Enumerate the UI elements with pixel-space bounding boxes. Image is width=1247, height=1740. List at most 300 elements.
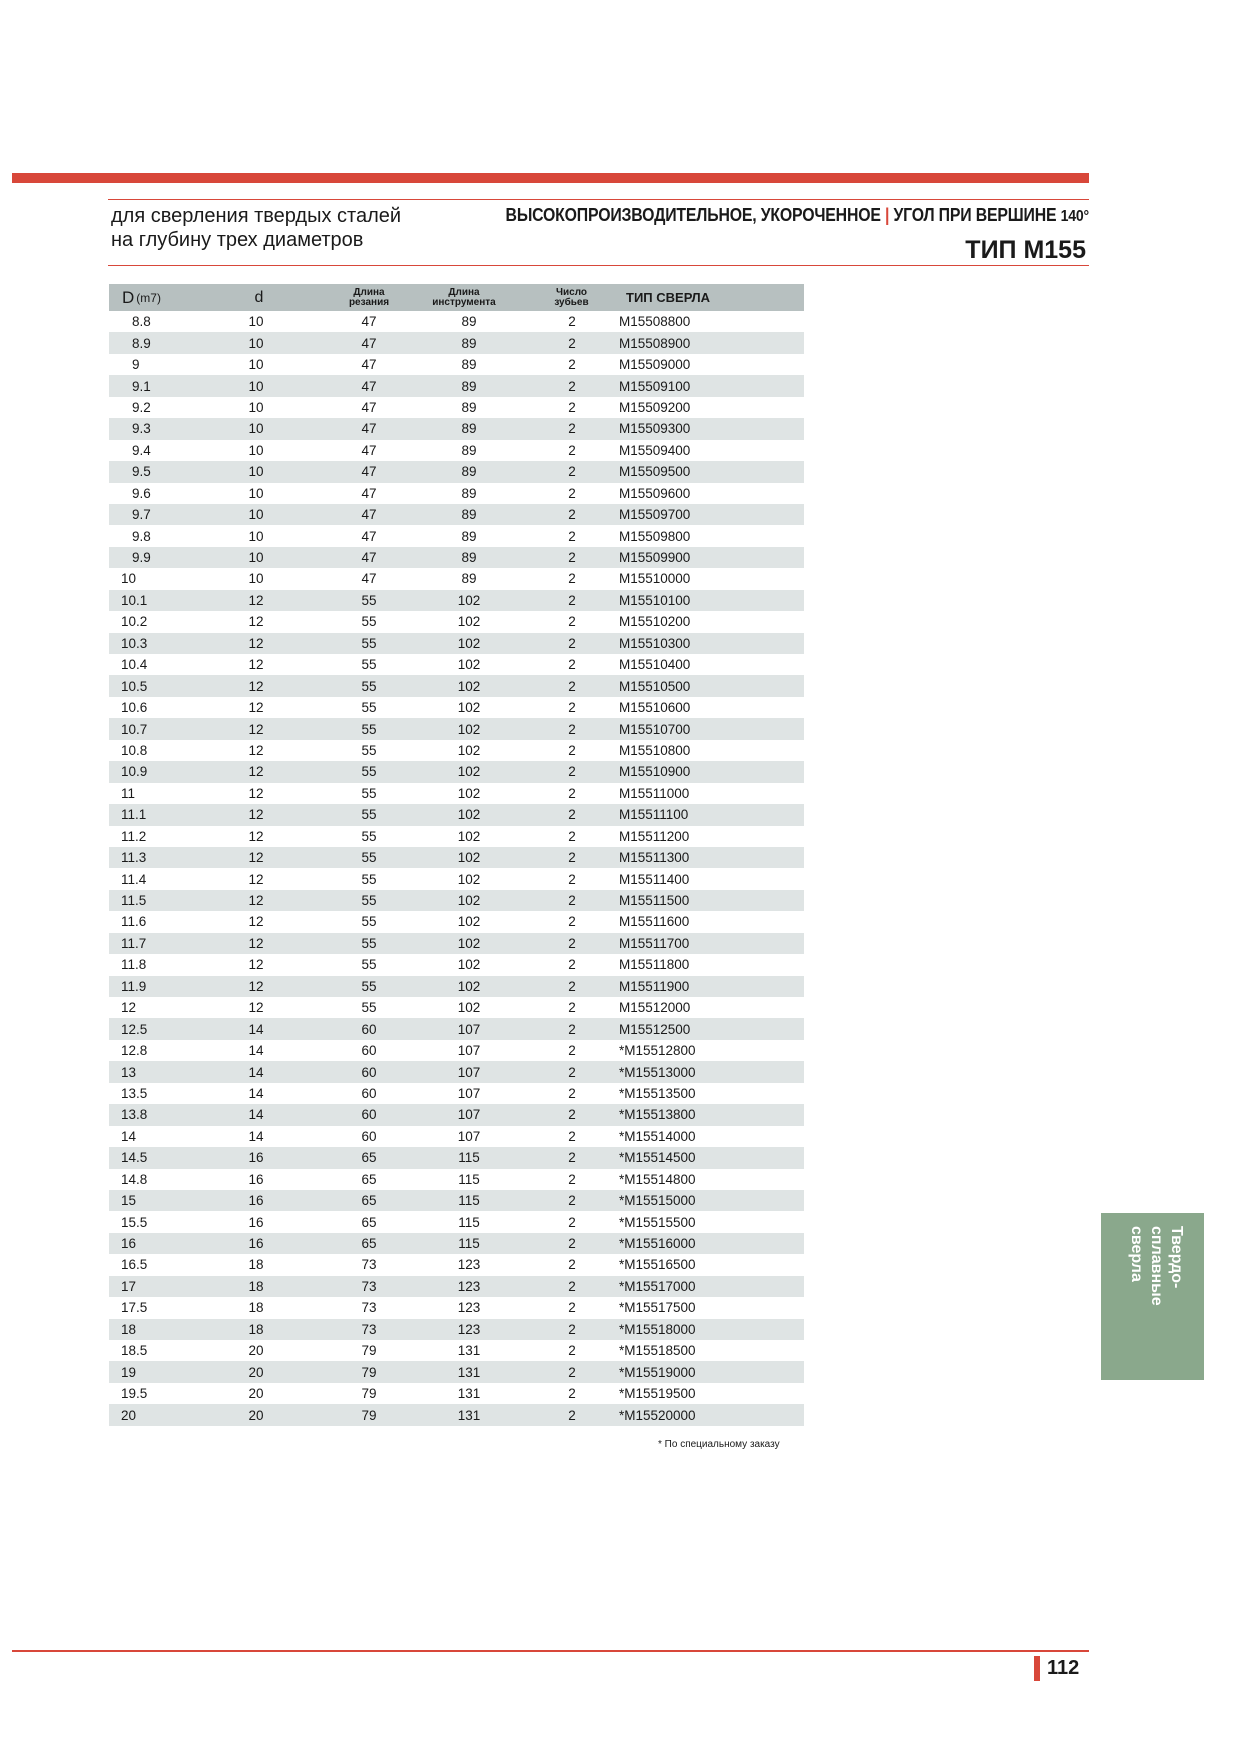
cell-shank-text: 10	[248, 399, 264, 415]
cell-teeth-text: 2	[568, 1407, 576, 1423]
table-row	[109, 783, 804, 804]
cell-drill-type	[619, 568, 749, 589]
cell-drill-type-text: M15509500	[619, 464, 691, 480]
cell-shank	[236, 826, 276, 847]
cell-shank-text: 12	[248, 871, 264, 887]
cell-tool-length-text: 107	[457, 1085, 481, 1101]
cell-cut-length-text: 55	[361, 850, 377, 866]
cell-shank	[236, 1233, 276, 1254]
cell-teeth-text: 2	[568, 678, 576, 694]
cell-drill-type	[619, 354, 749, 375]
cell-diameter	[121, 654, 181, 675]
cell-teeth	[552, 1361, 592, 1382]
table-row	[109, 1061, 804, 1082]
cell-tool-length-text: 89	[461, 528, 477, 544]
cell-teeth	[552, 1061, 592, 1082]
cell-cut-length	[329, 1018, 409, 1039]
cell-tool-length-text: 107	[457, 1043, 481, 1059]
cell-drill-type	[619, 890, 749, 911]
cell-tool-length-text: 102	[457, 635, 481, 651]
cell-teeth	[552, 397, 592, 418]
table-row	[109, 1018, 804, 1039]
cell-cut-length-text: 55	[361, 592, 377, 608]
cell-diameter-text: 16	[121, 1236, 137, 1252]
cell-shank-text: 10	[248, 528, 264, 544]
cell-diameter-text: 19	[121, 1364, 137, 1380]
cell-teeth-text: 2	[568, 357, 576, 373]
cell-tool-length	[429, 418, 509, 439]
cell-teeth	[552, 654, 592, 675]
cell-shank-text: 10	[248, 314, 264, 330]
cell-cut-length-text: 60	[361, 1107, 377, 1123]
table-row	[109, 890, 804, 911]
table-row	[109, 590, 804, 611]
cell-diameter	[121, 697, 181, 718]
cell-shank	[236, 375, 276, 396]
cell-cut-length	[329, 911, 409, 932]
cell-cut-length-text: 55	[361, 957, 377, 973]
cell-teeth	[552, 1233, 592, 1254]
cell-shank-text: 10	[248, 571, 264, 587]
footer-rule	[12, 1650, 1089, 1652]
cell-tool-length-text: 102	[457, 614, 481, 630]
cell-diameter	[121, 568, 181, 589]
cell-diameter-text: 9.4	[132, 442, 151, 458]
cell-drill-type-text: M15509000	[619, 357, 691, 373]
cell-cut-length	[329, 354, 409, 375]
cell-drill-type-text: M15511000	[619, 785, 690, 801]
header-D-label: D	[122, 287, 135, 307]
cell-cut-length-text: 47	[361, 399, 377, 415]
cell-drill-type	[619, 1233, 749, 1254]
cell-tool-length	[429, 633, 509, 654]
cell-shank	[236, 354, 276, 375]
cell-shank	[236, 1104, 276, 1125]
cell-shank	[236, 1040, 276, 1061]
cell-diameter	[132, 440, 192, 461]
cell-diameter-text: 14.5	[121, 1150, 148, 1166]
table-row	[109, 1040, 804, 1061]
cell-drill-type-text: M15508900	[619, 335, 691, 351]
cell-diameter-text: 10.8	[121, 742, 148, 758]
cell-drill-type-text: M15511700	[619, 935, 690, 951]
cell-cut-length-text: 60	[361, 1085, 377, 1101]
cell-tool-length	[429, 611, 509, 632]
side-tab-line-3: сверла	[1128, 1226, 1145, 1282]
cell-cut-length	[329, 804, 409, 825]
cell-tool-length	[429, 568, 509, 589]
cell-shank	[236, 332, 276, 353]
cell-cut-length-text: 47	[361, 507, 377, 523]
cell-drill-type	[619, 1190, 749, 1211]
header-teeth-line-1: Число	[555, 286, 588, 298]
cell-cut-length	[329, 504, 409, 525]
header-rule	[108, 199, 1089, 200]
cell-teeth	[552, 890, 592, 911]
cell-shank	[236, 761, 276, 782]
header-teeth	[539, 284, 604, 311]
cell-cut-length-text: 79	[361, 1343, 377, 1359]
cell-tool-length-text: 89	[461, 335, 477, 351]
cell-teeth-text: 2	[568, 742, 576, 758]
cell-teeth-text: 2	[568, 1000, 576, 1016]
table-row	[109, 654, 804, 675]
cell-shank	[236, 997, 276, 1018]
cell-drill-type	[619, 461, 749, 482]
cell-tool-length-text: 107	[457, 1107, 481, 1123]
cell-cut-length	[329, 590, 409, 611]
cell-teeth-text: 2	[568, 1043, 576, 1059]
cell-diameter-text: 11.6	[121, 914, 147, 930]
cell-drill-type-text: M15510800	[619, 742, 691, 758]
cell-diameter	[121, 1190, 181, 1211]
cell-shank-text: 12	[248, 742, 264, 758]
cell-drill-type	[619, 1040, 749, 1061]
table-row	[109, 1147, 804, 1168]
cell-shank	[236, 804, 276, 825]
cell-tool-length-text: 102	[457, 807, 481, 823]
cell-tool-length	[429, 1276, 509, 1297]
cell-cut-length-text: 55	[361, 807, 377, 823]
cell-diameter	[121, 1018, 181, 1039]
cell-drill-type-text: M15509900	[619, 550, 691, 566]
cell-drill-type-text: *M15517000	[619, 1278, 696, 1294]
cell-cut-length	[329, 1083, 409, 1104]
cell-diameter	[132, 397, 192, 418]
cell-cut-length-text: 55	[361, 1000, 377, 1016]
header-D-sub: (m7)	[136, 290, 161, 305]
cell-cut-length	[329, 997, 409, 1018]
cell-shank	[236, 418, 276, 439]
cell-teeth	[552, 1404, 592, 1425]
cell-cut-length	[329, 1254, 409, 1275]
top-accent-bar	[12, 173, 1089, 183]
table-row	[109, 1276, 804, 1297]
table-row	[109, 911, 804, 932]
cell-diameter	[121, 590, 181, 611]
cell-diameter-text: 18.5	[121, 1343, 148, 1359]
table-row	[109, 1233, 804, 1254]
cell-teeth	[552, 375, 592, 396]
cell-cut-length	[329, 311, 409, 332]
cell-teeth	[552, 568, 592, 589]
cell-tool-length	[429, 1404, 509, 1425]
cell-drill-type	[619, 976, 749, 997]
cell-tool-length-text: 115	[458, 1171, 480, 1187]
cell-drill-type-text: M15510500	[619, 678, 691, 694]
cell-teeth-text: 2	[568, 507, 576, 523]
cell-cut-length	[329, 375, 409, 396]
cell-teeth-text: 2	[568, 1064, 576, 1080]
cell-tool-length-text: 89	[461, 571, 477, 587]
table-row	[109, 397, 804, 418]
cell-teeth-text: 2	[568, 721, 576, 737]
cell-teeth-text: 2	[568, 528, 576, 544]
cell-diameter-text: 11.9	[121, 978, 147, 994]
cell-shank-text: 10	[248, 421, 264, 437]
cell-cut-length	[329, 611, 409, 632]
cell-shank-text: 14	[248, 1128, 264, 1144]
cell-diameter-text: 9.3	[132, 421, 151, 437]
cell-tool-length-text: 89	[461, 421, 477, 437]
cell-cut-length	[329, 461, 409, 482]
cell-shank	[236, 1254, 276, 1275]
table-row	[109, 847, 804, 868]
cell-cut-length-text: 55	[361, 893, 377, 909]
table-row	[109, 375, 804, 396]
cell-tool-length	[429, 1190, 509, 1211]
cell-tool-length	[429, 590, 509, 611]
cell-drill-type	[619, 697, 749, 718]
cell-diameter-text: 8.9	[132, 335, 151, 351]
cell-teeth-text: 2	[568, 614, 576, 630]
cell-drill-type	[619, 1126, 749, 1147]
cell-drill-type	[619, 397, 749, 418]
cell-cut-length-text: 60	[361, 1128, 377, 1144]
cell-shank-text: 10	[248, 378, 264, 394]
cell-drill-type-text: *M15513000	[619, 1064, 696, 1080]
cell-shank-text: 16	[248, 1214, 264, 1230]
cell-diameter-text: 20	[121, 1407, 137, 1423]
cell-drill-type-text: M15510400	[619, 657, 691, 673]
cell-tool-length	[429, 375, 509, 396]
cell-drill-type-text: M15510600	[619, 700, 691, 716]
cell-teeth	[552, 1276, 592, 1297]
cell-shank-text: 12	[248, 893, 264, 909]
cell-teeth-text: 2	[568, 871, 576, 887]
cell-cut-length-text: 65	[361, 1193, 377, 1209]
cell-teeth-text: 2	[568, 1085, 576, 1101]
cell-tool-length-text: 115	[458, 1214, 480, 1230]
cell-diameter-text: 13.5	[121, 1085, 148, 1101]
table-row	[109, 1254, 804, 1275]
cell-drill-type	[619, 1404, 749, 1425]
cell-cut-length	[329, 826, 409, 847]
side-tab-line-1: Твердо-	[1168, 1226, 1185, 1289]
cell-cut-length-text: 47	[361, 357, 377, 373]
cell-drill-type-text: M15509800	[619, 528, 691, 544]
cell-tool-length-text: 102	[457, 978, 481, 994]
cell-teeth	[552, 826, 592, 847]
cell-drill-type-text: *M15514500	[619, 1150, 696, 1166]
cell-diameter	[121, 675, 181, 696]
cell-shank	[236, 461, 276, 482]
table-header	[109, 284, 804, 311]
table-row	[109, 804, 804, 825]
cell-tool-length-text: 102	[457, 957, 481, 973]
cell-diameter-text: 10.9	[121, 764, 148, 780]
header-tool-length	[409, 284, 519, 311]
cell-tool-length	[429, 1083, 509, 1104]
cell-cut-length	[329, 1169, 409, 1190]
cell-cut-length-text: 55	[361, 764, 377, 780]
footnote: * По специальному заказу	[658, 1439, 780, 1450]
cell-shank	[236, 1276, 276, 1297]
cell-drill-type	[619, 440, 749, 461]
cell-diameter-text: 11.7	[121, 935, 147, 951]
cell-shank	[236, 1126, 276, 1147]
cell-shank-text: 10	[248, 335, 264, 351]
page-number-marker	[1034, 1656, 1040, 1681]
cell-teeth	[552, 997, 592, 1018]
table-row	[109, 954, 804, 975]
cell-teeth-text: 2	[568, 1257, 576, 1273]
cell-shank	[236, 1319, 276, 1340]
cell-drill-type	[619, 954, 749, 975]
table-row	[109, 1211, 804, 1232]
cell-shank-text: 12	[248, 678, 264, 694]
cell-cut-length-text: 55	[361, 721, 377, 737]
cell-tool-length	[429, 525, 509, 546]
cell-cut-length-text: 47	[361, 550, 377, 566]
cell-shank	[236, 590, 276, 611]
table-row	[109, 568, 804, 589]
cell-cut-length	[329, 761, 409, 782]
cell-tool-length	[429, 890, 509, 911]
cell-drill-type	[619, 1211, 749, 1232]
cell-diameter-text: 11.3	[121, 850, 147, 866]
cell-diameter-text: 10	[121, 571, 137, 587]
cell-cut-length	[329, 440, 409, 461]
cell-diameter	[121, 611, 181, 632]
cell-diameter	[121, 804, 181, 825]
cell-diameter	[132, 504, 192, 525]
cell-tool-length	[429, 911, 509, 932]
cell-teeth-text: 2	[568, 1386, 576, 1402]
cell-shank	[236, 1147, 276, 1168]
cell-diameter-text: 19.5	[121, 1386, 148, 1402]
cell-teeth	[552, 675, 592, 696]
cell-cut-length-text: 55	[361, 785, 377, 801]
cell-shank-text: 18	[248, 1278, 264, 1294]
cell-teeth	[552, 525, 592, 546]
cell-shank	[236, 697, 276, 718]
cell-shank-text: 12	[248, 1000, 264, 1016]
cell-shank	[236, 1361, 276, 1382]
cell-teeth-text: 2	[568, 1300, 576, 1316]
cell-diameter-text: 10.3	[121, 635, 148, 651]
cell-teeth	[552, 332, 592, 353]
cell-shank-text: 20	[248, 1407, 264, 1423]
cell-diameter-text: 11.2	[121, 828, 147, 844]
cell-tool-length	[429, 847, 509, 868]
cell-shank-text: 20	[248, 1386, 264, 1402]
cell-cut-length-text: 55	[361, 935, 377, 951]
cell-diameter	[132, 311, 192, 332]
cell-diameter-text: 11.4	[121, 871, 147, 887]
cell-teeth-text: 2	[568, 785, 576, 801]
cell-teeth-text: 2	[568, 957, 576, 973]
cell-cut-length	[329, 547, 409, 568]
cell-tool-length-text: 89	[461, 399, 477, 415]
cell-shank-text: 10	[248, 507, 264, 523]
table-row	[109, 440, 804, 461]
cell-tool-length-text: 102	[457, 871, 481, 887]
cell-diameter	[121, 1147, 181, 1168]
cell-drill-type	[619, 483, 749, 504]
table-row	[109, 976, 804, 997]
cell-drill-type-text: M15511900	[619, 978, 690, 994]
cell-diameter	[121, 1126, 181, 1147]
cell-tool-length	[429, 675, 509, 696]
cell-cut-length-text: 47	[361, 528, 377, 544]
cell-teeth	[552, 761, 592, 782]
cell-cut-length-text: 47	[361, 335, 377, 351]
cell-drill-type	[619, 761, 749, 782]
cell-tool-length	[429, 783, 509, 804]
cell-tool-length-text: 89	[461, 507, 477, 523]
cell-shank	[236, 911, 276, 932]
cell-tool-length	[429, 933, 509, 954]
cell-drill-type-text: M15509200	[619, 399, 691, 415]
cell-cut-length	[329, 890, 409, 911]
cell-tool-length	[429, 354, 509, 375]
cell-drill-type-text: *M15516000	[619, 1236, 696, 1252]
cell-cut-length	[329, 1040, 409, 1061]
cell-teeth	[552, 868, 592, 889]
cell-drill-type	[619, 1319, 749, 1340]
cell-shank-text: 12	[248, 700, 264, 716]
cell-shank	[236, 654, 276, 675]
cell-drill-type-text: *M15515000	[619, 1193, 696, 1209]
cell-drill-type-text: M15511600	[619, 914, 690, 930]
cell-shank	[236, 568, 276, 589]
cell-shank-text: 10	[248, 464, 264, 480]
cell-diameter-text: 9.8	[132, 528, 151, 544]
cell-drill-type	[619, 1169, 749, 1190]
cell-drill-type	[619, 1297, 749, 1318]
table-row	[109, 525, 804, 546]
cell-shank	[236, 440, 276, 461]
table-row	[109, 1319, 804, 1340]
cell-teeth-text: 2	[568, 1107, 576, 1123]
cell-tool-length-text: 102	[457, 592, 481, 608]
cell-diameter	[121, 954, 181, 975]
cell-shank-text: 12	[248, 914, 264, 930]
table-body	[109, 311, 804, 1426]
cell-teeth	[552, 611, 592, 632]
cell-teeth	[552, 1147, 592, 1168]
cell-teeth-text: 2	[568, 1193, 576, 1209]
cell-teeth-text: 2	[568, 1343, 576, 1359]
cell-teeth-text: 2	[568, 978, 576, 994]
cell-diameter	[121, 761, 181, 782]
cell-diameter	[132, 483, 192, 504]
cell-diameter-text: 10.6	[121, 700, 148, 716]
cell-drill-type	[619, 525, 749, 546]
cell-shank-text: 14	[248, 1021, 264, 1037]
cell-teeth-text: 2	[568, 314, 576, 330]
cell-cut-length	[329, 718, 409, 739]
cell-cut-length	[329, 697, 409, 718]
cell-diameter-text: 10.2	[121, 614, 148, 630]
cell-shank-text: 12	[248, 785, 264, 801]
cell-diameter-text: 17.5	[121, 1300, 148, 1316]
cell-diameter	[121, 997, 181, 1018]
cell-diameter-text: 9.2	[132, 399, 151, 415]
cell-shank	[236, 611, 276, 632]
cell-drill-type	[619, 911, 749, 932]
cell-drill-type-text: M15511500	[619, 893, 690, 909]
cell-drill-type-text: *M15520000	[619, 1407, 696, 1423]
cell-cut-length-text: 73	[361, 1321, 377, 1337]
cell-teeth	[552, 783, 592, 804]
cell-diameter-text: 10.7	[121, 721, 148, 737]
cell-tool-length-text: 131	[457, 1343, 481, 1359]
cell-drill-type	[619, 804, 749, 825]
cell-drill-type-text: M15510100	[619, 592, 691, 608]
cell-diameter	[132, 547, 192, 568]
